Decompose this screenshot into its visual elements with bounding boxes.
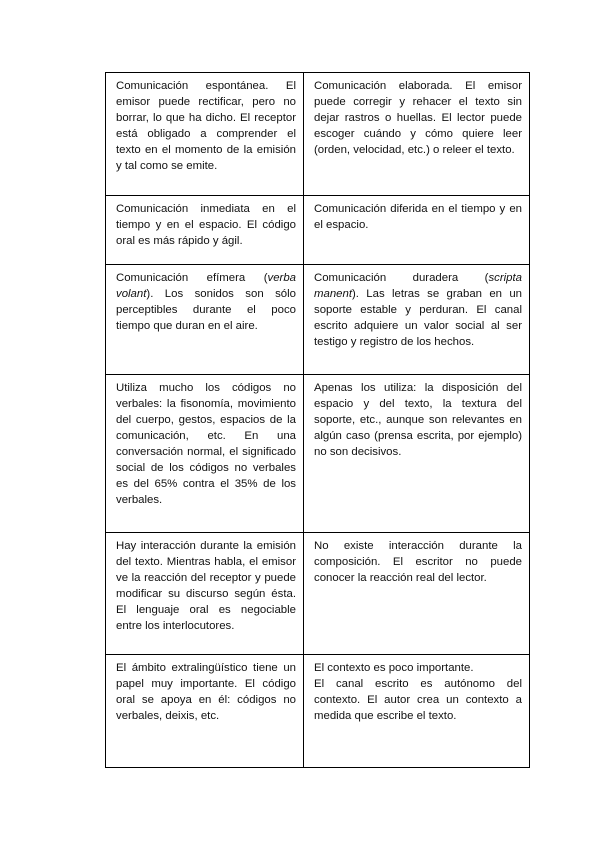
comparison-table <box>105 72 530 768</box>
oral-cell: Utiliza mucho los códigos no verbales: la fisonomía, movimiento del cuerpo, gestos, espacios de la comunicación, etc. En una conversación normal, el significado social de los códigos no verbales es del 65% contra el 35% de los verbales. <box>106 375 304 533</box>
table-row <box>106 655 530 768</box>
table-row <box>106 73 530 196</box>
written-line: El contexto es poco importante. <box>314 662 474 674</box>
written-cell: Comunicación diferida en el tiempo y en el espacio. <box>304 196 530 265</box>
oral-cell <box>106 265 304 375</box>
oral-cell: Comunicación espontánea. El emisor puede rectificar, pero no borrar, lo que ha dicho. El receptor está obligado a comprender el texto en el momento de la emisión y tal como se emite. <box>106 73 304 196</box>
written-text-start: Comunicación duradera ( <box>314 272 489 284</box>
table-row <box>106 196 530 265</box>
written-text-end: ). Las letras se graban en un soporte estable y perduran. El canal escrito adquiere un valor social al ser testigo y registro de los hechos. <box>314 288 522 348</box>
table-row <box>106 375 530 533</box>
latin-phrase: verba volant <box>116 272 296 300</box>
table-row <box>106 265 530 375</box>
oral-cell: Comunicación inmediata en el tiempo y en el espacio. El código oral es más rápido y ágil. <box>106 196 304 265</box>
oral-cell: Hay interacción durante la emisión del texto. Mientras habla, el emisor ve la reacción del receptor y puede modificar su discurso según ésta. El lenguaje oral es negociable entre los interlocutores. <box>106 533 304 655</box>
written-cell <box>304 265 530 375</box>
oral-text-start: Comunicación efímera ( <box>116 272 268 284</box>
oral-text-end: ). Los sonidos son sólo perceptibles durante el poco tiempo que duran en el aire. <box>116 288 296 332</box>
written-cell: Comunicación elaborada. El emisor puede corregir y rehacer el texto sin dejar rastros o huellas. El lector puede escoger cuándo y cómo quiere leer (orden, velocidad, etc.) o releer el texto. <box>304 73 530 196</box>
written-cell: No existe interacción durante la composición. El escritor no puede conocer la reacción real del lector. <box>304 533 530 655</box>
written-cell <box>304 655 530 768</box>
table-row <box>106 533 530 655</box>
oral-cell: El ámbito extralingüístico tiene un papel muy importante. El código oral se apoya en él: códigos no verbales, deixis, etc. <box>106 655 304 768</box>
written-line: El canal escrito es autónomo del contexto. El autor crea un contexto a medida que escribe el texto. <box>314 678 522 722</box>
written-cell: Apenas los utiliza: la disposición del espacio y del texto, la textura del soporte, etc., aunque son relevantes en algún caso (prensa escrita, por ejemplo) no son decisivos. <box>304 375 530 533</box>
latin-phrase: scripta manent <box>314 272 522 300</box>
